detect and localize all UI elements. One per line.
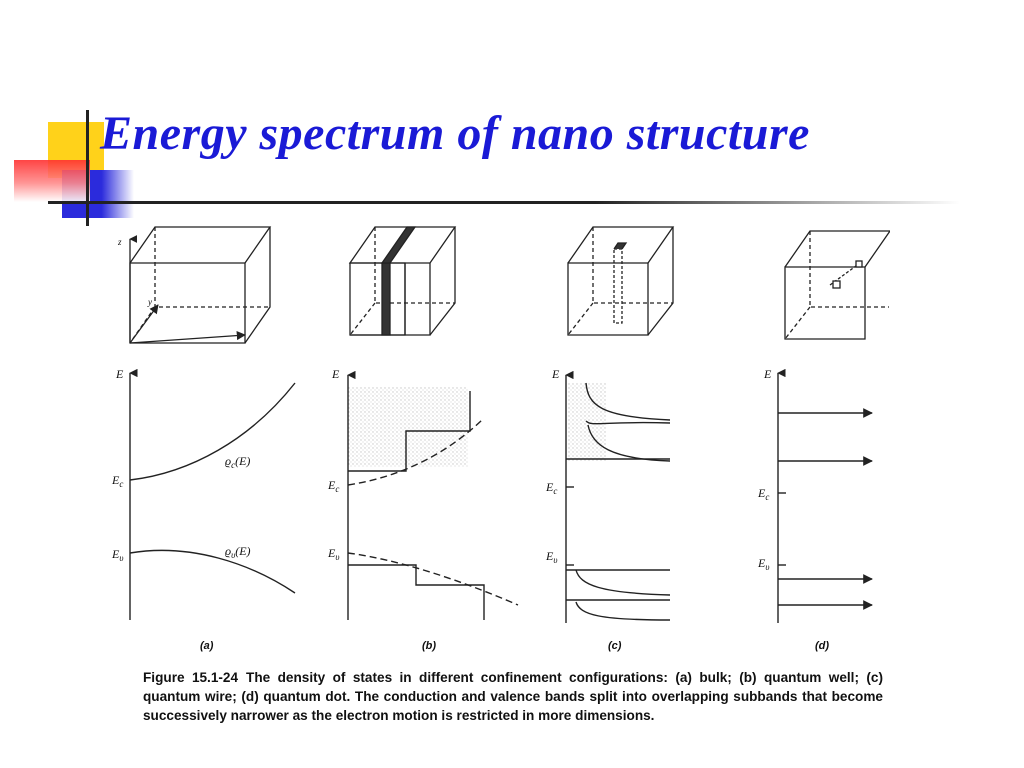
axis-y-label: y — [148, 297, 152, 307]
density-of-states-figure — [100, 215, 890, 655]
energy-axis-label-a: E — [116, 367, 124, 381]
panel-label-c: (c) — [608, 640, 622, 652]
ec-label-b: $E_c$ — [328, 478, 340, 494]
axis-z-label: z — [118, 237, 122, 247]
conduction-dos-label-a: $ϱ_c(E)$ — [225, 454, 251, 470]
ec-label-a: $E_c$ — [112, 473, 124, 489]
ec-label-c: $E_c$ — [546, 480, 558, 496]
panel-label-d: (d) — [815, 640, 830, 652]
graph-quantum-dot — [778, 373, 872, 623]
panel-label-b: (b) — [422, 640, 437, 652]
ev-label-d: $E_\upsilon$ — [758, 556, 770, 572]
caption-text: The density of states in different confinement configurations: (a) bulk; (b) quantum well; (c) quantum wire; (d) quantum dot. The conduction and valence bands split into overlapping subbands that become successively narrower as the electron motion is restricted in more dimensions. — [143, 670, 883, 723]
cube-quantum-dot — [785, 231, 890, 339]
energy-axis-label-c: E — [552, 367, 560, 381]
energy-axis-label-b: E — [332, 367, 340, 381]
ev-label-a: $E_\upsilon$ — [112, 547, 124, 563]
cube-quantum-well — [350, 227, 455, 335]
decor-red-bar — [14, 160, 90, 202]
stipple-region-b — [348, 387, 468, 467]
decor-horizontal-rule — [48, 201, 960, 204]
panel-label-a: (a) — [200, 640, 214, 652]
ec-label-d: $E_c$ — [758, 486, 770, 502]
decor-vertical-rule — [86, 110, 89, 226]
energy-axis-label-d: E — [764, 367, 772, 381]
ev-label-b: $E_\upsilon$ — [328, 546, 340, 562]
graph-bulk — [130, 373, 295, 620]
valence-dos-label-a: $ϱ_\upsilon(E)$ — [225, 544, 251, 560]
slide-title: Energy spectrum of nano structure — [100, 107, 810, 160]
caption-figure-number: Figure 15.1-24 — [143, 670, 239, 685]
figure-caption — [143, 668, 883, 725]
cube-bulk — [130, 227, 270, 343]
cube-quantum-wire — [568, 227, 673, 335]
ev-label-c: $E_\upsilon$ — [546, 549, 558, 565]
